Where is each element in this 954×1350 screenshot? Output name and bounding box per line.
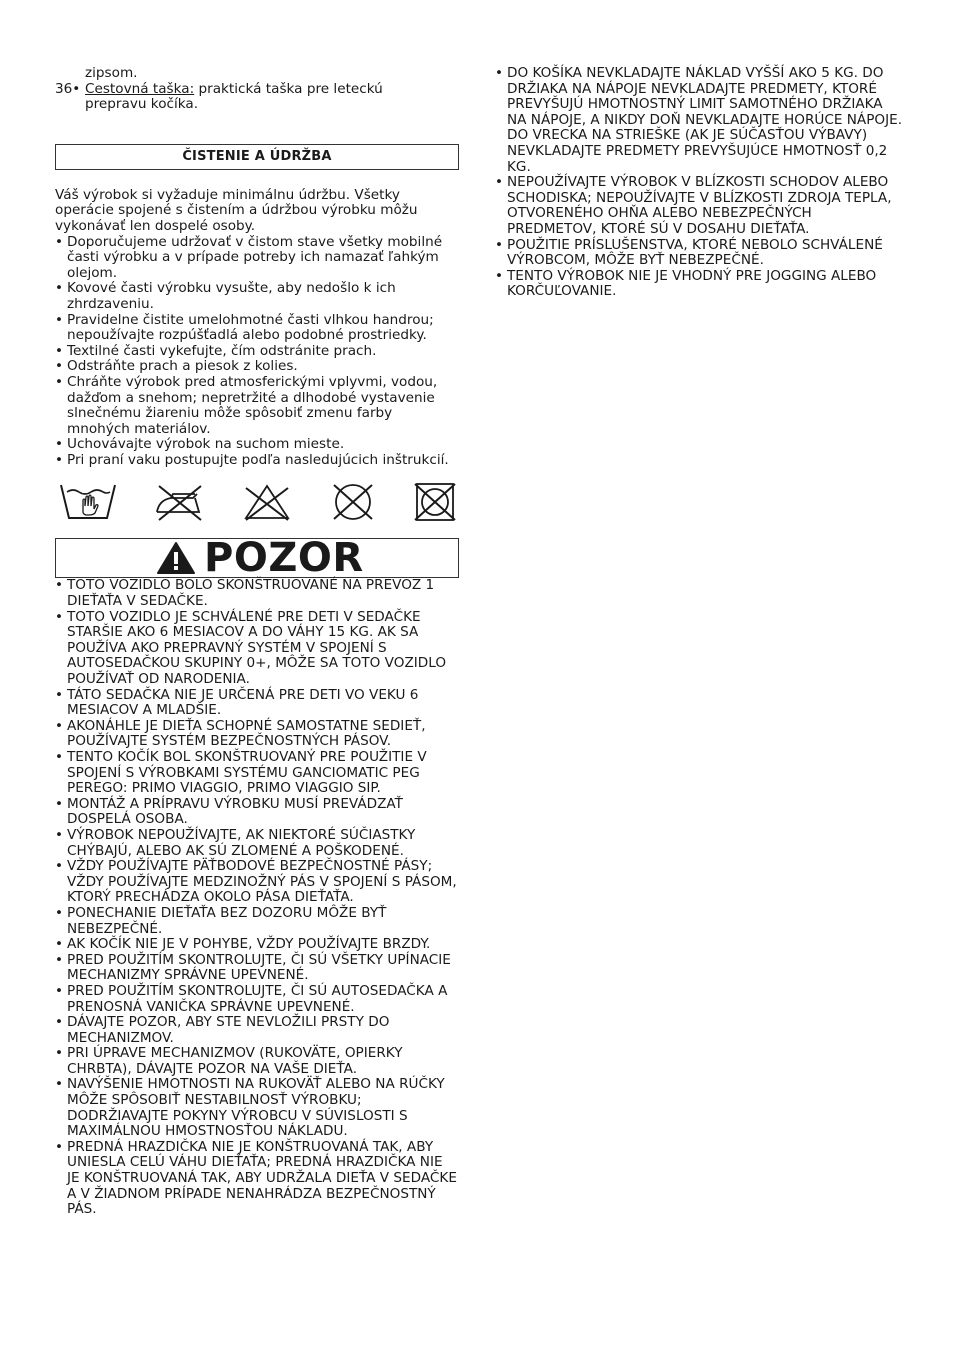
left-column	[55, 66, 459, 1218]
item-number: 36•	[55, 80, 81, 97]
list-item: • PRED POUŽITÍM SKONTROLUJTE, ČI SÚ VŠETKY UPÍNACIE MECHANIZMY SPRÁVNE UPEVNENÉ.	[55, 953, 459, 984]
hand-wash-icon	[59, 482, 117, 522]
list-item: • Pri praní vaku postupujte podľa nasledujúcich inštrukcií.	[55, 453, 459, 469]
list-item: • PRI ÚPRAVE MECHANIZMOV (RUKOVÄTE, OPIERKY CHRBTA), DÁVAJTE POZOR NA VAŠE DIEŤA.	[55, 1046, 459, 1077]
list-item: • MONTÁŽ A PRÍPRAVU VÝROBKU MUSÍ PREVÁDZAŤ DOSPELÁ OSOBA.	[55, 797, 459, 828]
list-item: • NEPOUŽÍVAJTE VÝROBOK V BLÍZKOSTI SCHODOV ALEBO SCHODISKA; NEPOUŽÍVAJTE V BLÍZKOSTI ZDROJA TEPLA, OTVORENÉHO OHŇA ALEBO NEBEZPEČNÝCH PREDMETOV, KTORÉ SÚ V DOSAHU DIEŤAŤA.	[495, 175, 905, 237]
list-item: • Doporučujeme udržovať v čistom stave všetky mobilné časti výrobku a v prípade potreby ich namazať ľahkým olejom.	[55, 235, 459, 282]
list-item: • AKONÁHLE JE DIEŤA SCHOPNÉ SAMOSTATNE SEDIEŤ, POUŽÍVAJTE SYSTÉM BEZPEČNOSTNÝCH PÁSOV.	[55, 719, 459, 750]
cleaning-list	[55, 235, 459, 469]
list-item: • TENTO KOČÍK BOL SKONŠTRUOVANÝ PRE POUŽITIE V SPOJENÍ S VÝROBKAMI SYSTÉMU GANCIOMATIC PEG PEREGO: PRIMO VIAGGIO, PRIMO VIAGGIO SIP.	[55, 750, 459, 797]
list-item: • TÁTO SEDAČKA NIE JE URČENÁ PRE DETI VO VEKU 6 MESIACOV A MLADŠIE.	[55, 688, 459, 719]
warning-triangle-icon	[156, 541, 196, 575]
list-item: • POUŽITIE PRÍSLUŠENSTVA, KTORÉ NEBOLO SCHVÁLENÉ VÝROBCOM, MÔŽE BYŤ NEBEZPEČNÉ.	[495, 238, 905, 269]
do-not-iron-icon	[153, 482, 207, 522]
list-item: • DO KOŠÍKA NEVKLADAJTE NÁKLAD VYŠŠÍ AKO 5 KG. DO DRŽIAKA NA NÁPOJE NEVKLADAJTE PREDMETY, KTORÉ PREVYŠUJÚ HMOTNOSTNÝ LIMIT SAMOTNÉHO DRŽIAKA NA NÁPOJE, A NIKDY DOŇ NEVKLADAJTE HORÚCE NÁPOJE. DO VRECKA NA STRIEŠKE (AK JE SÚČASŤOU VÝBAVY) NEVKLADAJTE PREDMETY PREVYŠUJÚCE HMOTNOSŤ 0,2 KG.	[495, 66, 905, 175]
list-item: • PONECHANIE DIEŤAŤA BEZ DOZORU MÔŽE BYŤ NEBEZPEČNÉ.	[55, 906, 459, 937]
list-item: • NAVÝŠENIE HMOTNOSTI NA RUKOVÄŤ ALEBO NA RÚČKY MÔŽE SPÔSOBIŤ NESTABILNOSŤ VÝROBKU; DODRŽIAVAJTE POKYNY VÝROBCU V SÚVISLOSTI S MAXIMÁLNOU HMOSTNOSŤOU NÁKLADU.	[55, 1077, 459, 1139]
list-item: • Uchovávajte výrobok na suchom mieste.	[55, 437, 459, 453]
right-column	[495, 66, 905, 300]
list-item: • DÁVAJTE POZOR, ABY STE NEVLOŽILI PRSTY DO MECHANIZMOV.	[55, 1015, 459, 1046]
item-36-text	[85, 82, 383, 113]
list-item: • TOTO VOZIDLO BOLO SKONŠTRUOVANÉ NA PREVOZ 1 DIEŤAŤA V SEDAČKE.	[55, 578, 459, 609]
list-item: • VŽDY POUŽÍVAJTE PÄŤBODOVÉ BEZPEČNOSTNÉ PÁSY; VŽDY POUŽÍVAJTE MEDZINOŽNÝ PÁS V SPOJENÍ S PÁSOM, KTORÝ PRECHÁDZA OKOLO PÁSA DIEŤAŤA.	[55, 859, 459, 906]
item-36-desc-line2: prepravu kočíka.	[85, 96, 199, 113]
item-36-desc-line1: praktická taška pre leteckú	[194, 80, 383, 97]
list-item: • VÝROBOK NEPOUŽÍVAJTE, AK NIEKTORÉ SÚČIASTKY CHÝBAJÚ, ALEBO AK SÚ ZLOMENÉ A POŠKODENÉ.	[55, 828, 459, 859]
warning-title: POZOR	[204, 535, 364, 582]
warning-list-left	[55, 578, 459, 1217]
do-not-dry-clean-icon	[328, 482, 378, 522]
care-symbols	[59, 482, 457, 522]
list-item: • TOTO VOZIDLO JE SCHVÁLENÉ PRE DETI V SEDAČKE STARŠIE AKO 6 MESIACOV A DO VÁHY 15 KG. AK SA POUŽÍVA AKO PREPRAVNÝ SYSTÉM V SPOJENÍ S AUTOSEDAČKOU SKUPINY 0+, MÔŽE SA TOTO VOZIDLO POUŽÍVAŤ OD NARODENIA.	[55, 610, 459, 688]
list-item: • Kovové časti výrobku vysušte, aby nedošlo k ich zhrdzaveniu.	[55, 281, 459, 312]
list-item: • Chráňte výrobok pred atmosferickými vplyvmi, vodou, dažďom a snehom; nepretržité a dlhodobé vystavenie slnečnému žiareniu môže spôsobiť zmenu farby mnohých materiálov.	[55, 375, 459, 437]
list-item: • Textilné časti vykefujte, čím odstránite prach.	[55, 344, 459, 360]
list-item: • AK KOČÍK NIE JE V POHYBE, VŽDY POUŽÍVAJTE BRZDY.	[55, 937, 459, 953]
do-not-tumble-dry-icon	[413, 482, 457, 522]
list-item-36	[55, 82, 459, 113]
cleaning-heading-box	[55, 144, 459, 170]
item-36-label: Cestovná taška:	[85, 80, 195, 97]
warning-heading-box	[55, 535, 459, 582]
list-item: • TENTO VÝROBOK NIE JE VHODNÝ PRE JOGGING ALEBO KORČUĽOVANIE.	[495, 269, 905, 300]
warning-list-right	[495, 66, 905, 300]
list-item: • PRED POUŽITÍM SKONTROLUJTE, ČI SÚ AUTOSEDAČKA A PRENOSNÁ VANIČKA SPRÁVNE UPEVNENÉ.	[55, 984, 459, 1015]
list-item: • Odstráňte prach a piesok z kolies.	[55, 359, 459, 375]
continuation-text: zipsom.	[85, 65, 138, 81]
list-item: • PREDNÁ HRAZDIČKA NIE JE KONŠTRUOVANÁ TAK, ABY UNIESLA CELÚ VÁHU DIEŤAŤA; PREDNÁ HRAZDIČKA NIE JE KONŠTRUOVANÁ TAK, ABY UDRŽALA DIEŤA V SEDAČKE A V ŽIADNOM PRÍPADE NENAHRÁDZA BEZPEČNOSTNÝ PÁS.	[55, 1140, 459, 1218]
list-item: • Pravidelne čistite umelohmotné časti vlhkou handrou; nepoužívajte rozpúšťadlá alebo podobné prostriedky.	[55, 313, 459, 344]
cleaning-intro: Váš výrobok si vyžaduje minimálnu údržbu. Všetky operácie spojené s čistením a údržbou výrobku môžu vykonávať len dospelé osoby.	[55, 186, 418, 234]
cleaning-heading: ČISTENIE A ÚDRŽBA	[182, 148, 332, 164]
do-not-bleach-icon	[242, 482, 292, 522]
